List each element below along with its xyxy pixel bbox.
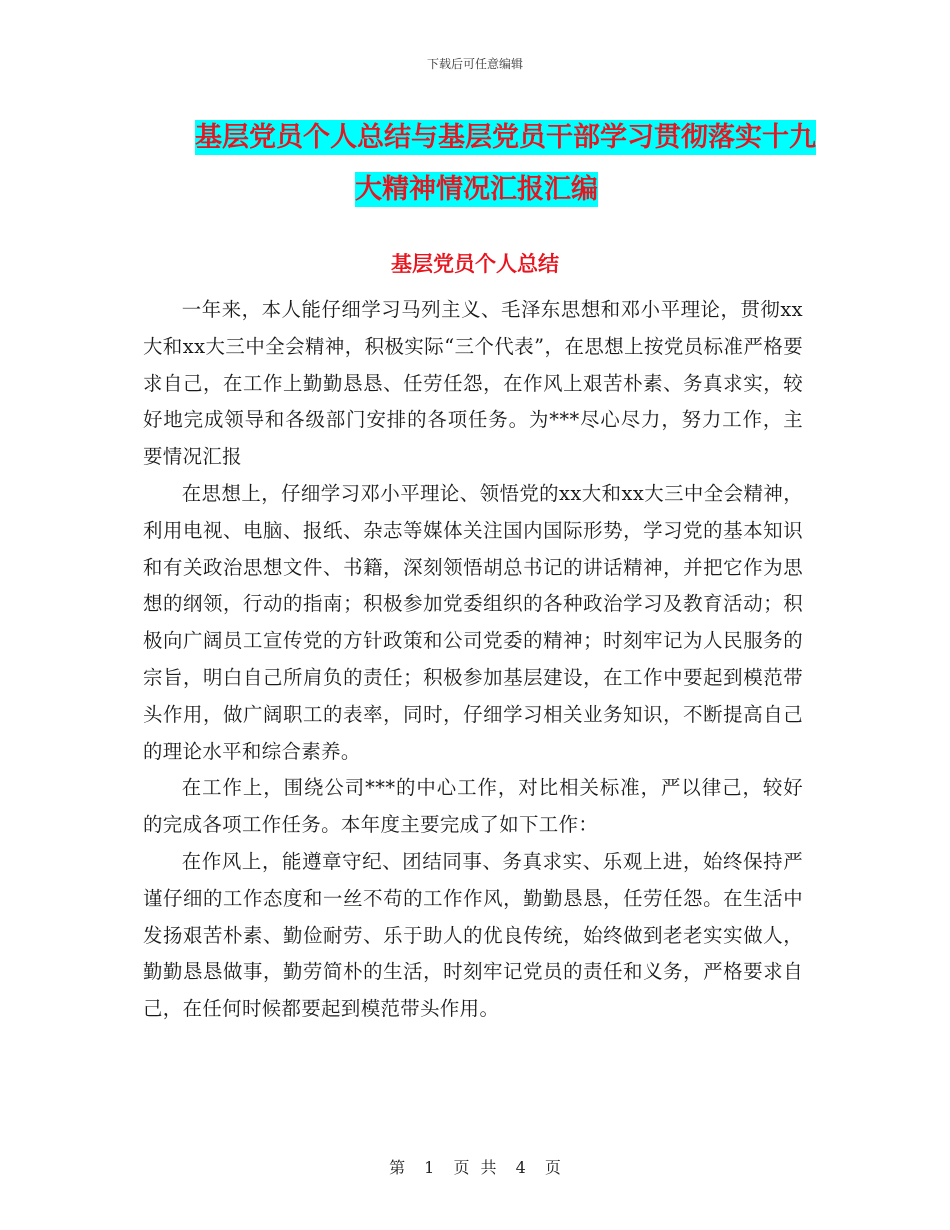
title-line-1: 基层党员个人总结与基层党员干部学习贯彻落实十九 bbox=[195, 122, 816, 153]
footer-middle: 页 共 bbox=[453, 1158, 497, 1177]
section-title: 基层党员个人总结 bbox=[391, 252, 559, 276]
paragraph-3: 在工作上，围绕公司***的中心工作，对比相关标准，严以律己，较好的完成各项工作任务。本年度主要完成了如下工作： bbox=[143, 776, 803, 837]
page-footer bbox=[0, 1155, 950, 1178]
paragraph-1: 一年来，本人能仔细学习马列主义、毛泽东思想和邓小平理论，贯彻xx大和xx大三中全会精神，积极实际“三个代表”，在思想上按党员标准严格要求自己，在工作上勤勤恳恳、任劳任怨，在作风上艰苦朴素、务真求实，较好地完成领导和各级部门安排的各项任务。为***尽心尽力，努力工作，主要情况汇报 bbox=[143, 298, 803, 469]
footer-page-number: 1 bbox=[424, 1158, 435, 1177]
footer-suffix: 页 bbox=[544, 1158, 561, 1177]
paragraph-4: 在作风上，能遵章守纪、团结同事、务真求实、乐观上进，始终保持严谨仔细的工作态度和一丝不苟的工作作风，勤勤恳恳，任劳任怨。在生活中发扬艰苦朴素、勤俭耐劳、乐于助人的优良传统，始终做到老老实实做人，勤勤恳恳做事，勤劳简朴的生活，时刻牢记党员的责任和义务，严格要求自己，在任何时候都要起到模范带头作用。 bbox=[143, 849, 803, 1021]
footer-prefix: 第 bbox=[389, 1158, 406, 1177]
document-title bbox=[140, 112, 840, 216]
header-note: 下载后可任意编辑 bbox=[426, 57, 523, 71]
title-line-2: 大精神情况汇报汇编 bbox=[355, 174, 598, 205]
footer-total-pages: 4 bbox=[515, 1158, 526, 1177]
paragraph-2: 在思想上，仔细学习邓小平理论、领悟党的xx大和xx大三中全会精神，利用电视、电脑、报纸、杂志等媒体关注国内国际形势，学习党的基本知识和有关政治思想文件、书籍，深刻领悟胡总书记的讲话精神，并把它作为思想的纲领，行动的指南；积极参加党委组织的各种政治学习及教育活动；积极向广阔员工宣传党的方针政策和公司党委的精神；时刻牢记为人民服务的宗旨，明白自己所肩负的责任；积极参加基层建设，在工作中要起到模范带头作用，做广阔职工的表率，同时，仔细学习相关业务知识，不断提高自己的理论水平和综合素养。 bbox=[143, 481, 803, 763]
document-body bbox=[143, 292, 803, 1028]
